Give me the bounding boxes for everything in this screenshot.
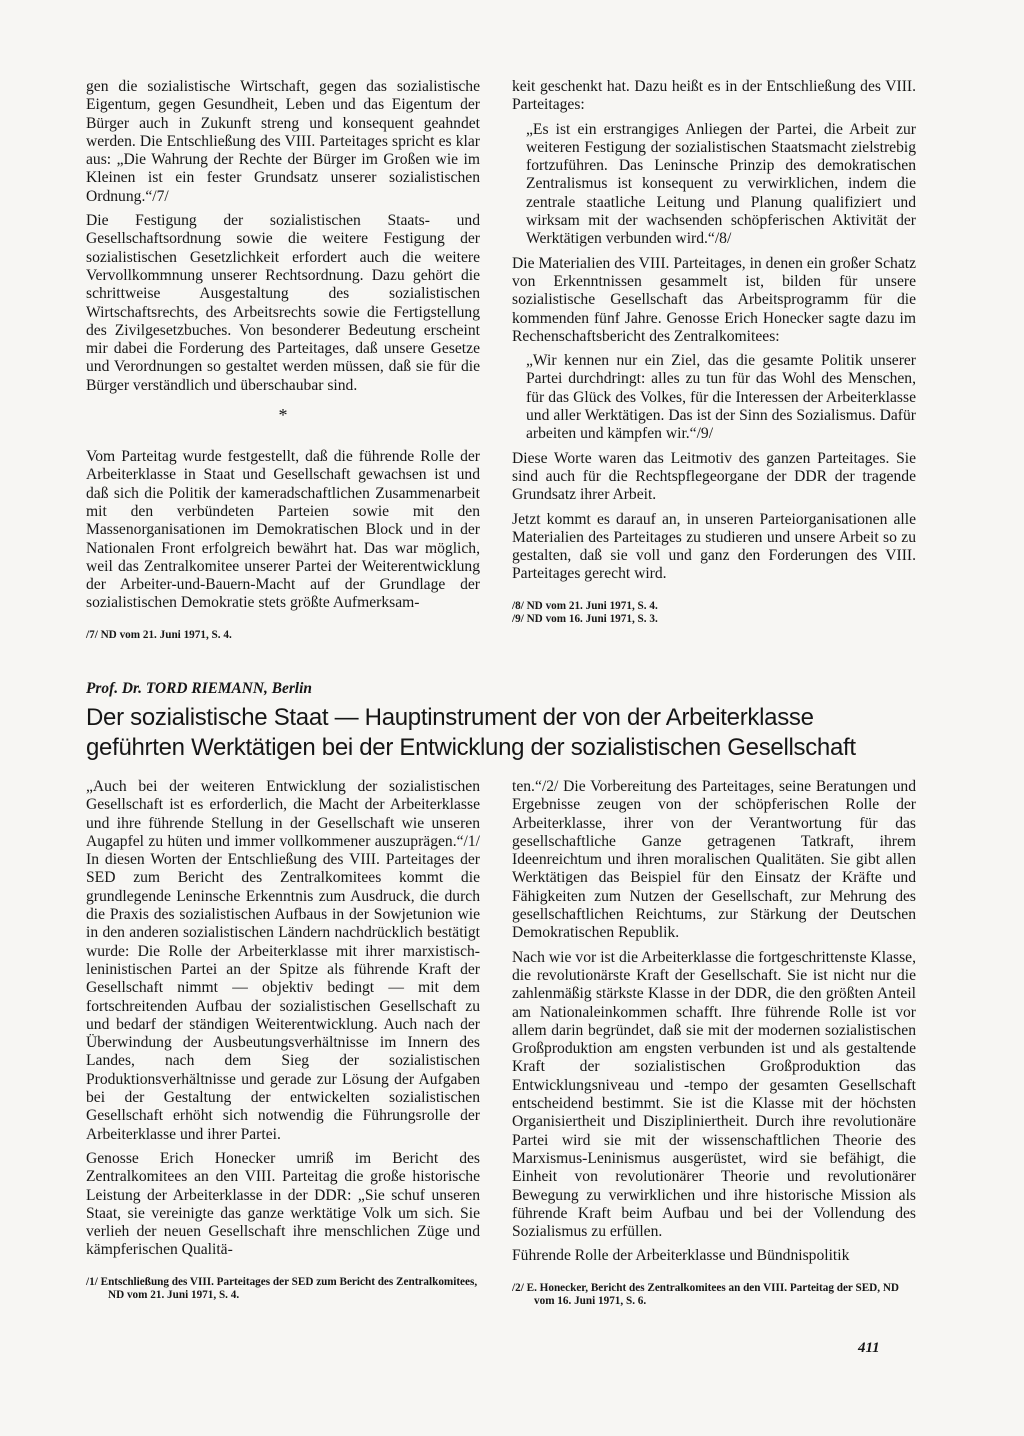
paragraph: gen die sozialistische Wirtschaft, gegen das sozialistische Eigentum, gegen Gesundheit, Leben und das Eigentum der Bürger auch in Zukunft streng und konsequent geahndet werden. Die Entschließung des VIII. Parteitages spricht es klar aus: „Die Wahrung der Rechte der Bürger im Großen wie im Kleinen ist ein fester Grundsatz unserer sozialistischen Ordnung.“/7/: [86, 78, 480, 205]
paragraph: Jetzt kommt es darauf an, in unseren Parteiorganisationen alle Materialien des Parteitages zu studieren und unsere Arbeit so zu gestalten, daß sie voll und ganz den Forderungen des VIII. Parteitages gerecht wird.: [512, 510, 916, 583]
section-heading: Führende Rolle der Arbeiterklasse und Bündnispolitik: [512, 1247, 850, 1265]
article-title: Der sozialistische Staat — Hauptinstrument der von der Arbeiterklasse geführten Werktätigen bei der Entwicklung der sozialistischen Gesellschaft: [86, 704, 856, 761]
footnote-9: /9/ ND vom 16. Juni 1971, S. 3.: [512, 613, 658, 626]
paragraph: Diese Worte waren das Leitmotiv des ganzen Parteitages. Sie sind auch für die Rechtspflegeorgane der DDR der tragende Grundsatz ihrer Arbeit.: [512, 449, 916, 504]
paragraph: ten.“/2/ Die Vorbereitung des Parteitages, seine Beratungen und Ergebnisse zeugen von der schöpferischen Rolle der Arbeiterklasse, ihrer von der Verantwortung für das gesellschaftliche Ganze getragenen Tatkraft, ihrem Ideenreichtum und ihren moralischen Qualitäten. Sie gibt allen Werktätigen das Beispiel für den Einsatz der Kräfte und Fähigkeiten zum Nutzen der Gesellschaft, zur Mehrung des gesellschaftlichen Reichtums, zur Stärkung der Deutschen Demokratischen Republik.: [512, 778, 916, 942]
footnotes: [86, 629, 480, 643]
article-left-column: [86, 778, 480, 1303]
footnotes: [512, 600, 916, 627]
footnotes: [512, 1282, 916, 1309]
footnote-2: /2/ E. Honecker, Bericht des Zentralkomitees an den VIII. Parteitag der SED, ND vom 16. Juni 1971, S. 6.: [512, 1281, 899, 1308]
paragraph: „Auch bei der weiteren Entwicklung der sozialistischen Gesellschaft ist es erforderlich, die Macht der Arbeiterklasse und ihre führende Stellung in der Gesellschaft wie unseren Augapfel zu hüten und immer vollkommener auszuprägen.“/1/ In diesen Worten der Entschließung des VIII. Parteitages der SED zum Bericht des Zentralkomitees kommt die grundlegende Leninsche Erkenntnis zum Ausdruck, die durch die Praxis des sozialistischen Aufbaus in der Sowjetunion wie in den anderen sozialistischen Ländern nachdrücklich bestätigt wurde: Die Rolle der Arbeiterklasse mit ihrer marxistisch-leninistischen Partei an der Spitze als führende Kraft der Gesellschaft nimmt — objektiv bedingt — mit dem fortschreitenden Aufbau der sozialistischen Gesellschaft zu und bedarf der ständigen Weiterentwicklung. Auch nach der Überwindung der Ausbeutungsverhältnisse im Innern des Landes, nach dem Sieg der sozialistischen Produktionsverhältnisse und gerade zur Lösung der Aufgaben bei der Gestaltung der entwickelten sozialistischen Gesellschaft erhöht sich notwendig die Führungsrolle der Arbeiterklasse und ihrer Partei.: [86, 778, 480, 1143]
block-quote: „Wir kennen nur ein Ziel, das die gesamte Politik unserer Partei durchdringt: alles zu tun für das Wohl des Menschen, für das Glück des Volkes, für die Interessen der Arbeiterklasse und aller Werktätigen. Das ist der Sinn des Sozialismus. Dafür arbeiten und kämpfen wir.“/9/: [526, 352, 916, 443]
upper-left-column: [86, 78, 480, 642]
paragraph: Genosse Erich Honecker umriß im Bericht des Zentralkomitees an den VIII. Parteitag die große historische Leistung der Arbeiterklasse in der DDR: „Sie schuf unseren Staat, sie vereinigte das ganze werktätige Volk um sich. Sie verlieh der neuen Gesellschaft ihre menschlichen Züge und kämpferischen Qualitä-: [86, 1149, 480, 1259]
upper-right-column: [512, 78, 916, 627]
article-right-column: [512, 778, 916, 1309]
paragraph: Nach wie vor ist die Arbeiterklasse die fortgeschrittenste Klasse, die revolutionärste Kraft der Gesellschaft. Sie ist nicht nur die zahlenmäßig stärkste Klasse in der DDR, die den größten Anteil am Nationaleinkommen schafft. Ihre führende Rolle ist vor allem darin begründet, daß sie mit der modernen sozialistischen Großproduktion am engsten verbunden ist und als gestaltende Kraft der sozialistischen Großproduktion das Entwicklungsniveau und -tempo der gesamten Gesellschaft entscheidend bestimmt. Sie ist die Klasse mit der höchsten Organisiertheit und Diszipliniertheit. Durch ihre revolutionäre Partei wird sie mit der wissenschaftlichen Theorie des Marxismus-Leninismus ausgerüstet, wird sie befähigt, die Einheit von revolutionärer Theorie und revolutionärer Bewegung zu verwirklichen und ihre historische Mission als führende Kraft beim Aufbau und bei der Vollendung des Sozialismus zu erfüllen.: [512, 948, 916, 1241]
footnote-1: /1/ Entschließung des VIII. Parteitages der SED zum Bericht des Zentralkomitees, ND vom 21. Juni 1971, S. 4.: [86, 1275, 478, 1302]
paragraph: keit geschenkt hat. Dazu heißt es in der Entschließung des VIII. Parteitages:: [512, 78, 916, 114]
author-byline: Prof. Dr. TORD RIEMANN, Berlin: [86, 680, 312, 697]
footnotes: [86, 1276, 480, 1303]
section-separator: *: [278, 405, 288, 426]
paragraph: Vom Parteitag wurde festgestellt, daß die führende Rolle der Arbeiterklasse in Staat und Gesellschaft gewachsen ist und daß sich die Politik der kameradschaftlichen Zusammenarbeit mit den verbündeten Parteien sowie mit den Massenorganisationen im Demokratischen Block und in der Nationalen Front erfolgreich bewährt hat. Das war möglich, weil das Zentralkomitee unserer Partei der Weiterentwicklung der Arbeiter-und-Bauern-Macht auf der Grundlage der sozialistischen Demokratie stets größte Aufmerksam-: [86, 448, 480, 612]
block-quote: „Es ist ein erstrangiges Anliegen der Partei, die Arbeit zur weiteren Festigung der sozialistischen Staatsmacht zielstrebig fortzuführen. Das Leninsche Prinzip des demokratischen Zentralismus ist konsequent zu verwirklichen, indem die zentrale staatliche Leitung und Planung qualifiziert und wirksam mit der wachsenden schöpferischen Aktivität der Werktätigen verbunden wird.“/8/: [526, 120, 916, 248]
paragraph: Die Festigung der sozialistischen Staats- und Gesellschaftsordnung sowie die weitere Festigung der sozialistischen Gesetzlichkeit erfordert auch die weitere Vervollkommnung unserer Rechtsordnung. Dazu gehört die schrittweise Ausgestaltung des sozialistischen Wirtschaftsrechts, des Arbeitsrechts sowie die Fertigstellung des Zivilgesetzbuches. Von besonderer Bedeutung erscheint mir dabei die Forderung des Parteitages, daß unsere Gesetze und Verordnungen so gestaltet werden müssen, daß sie für die Bürger verständlich und überschaubar sind.: [86, 212, 480, 394]
footnote-7: /7/ ND vom 21. Juni 1971, S. 4.: [86, 628, 232, 641]
paragraph: Die Materialien des VIII. Parteitages, in denen ein großer Schatz von Erkenntnissen gesammelt ist, bilden für unsere sozialistische Gesellschaft das Arbeitsprogramm für die kommenden fünf Jahre. Genosse Erich Honecker sagte dazu im Rechenschaftsbericht des Zentralkomitees:: [512, 254, 916, 345]
footnote-8: /8/ ND vom 21. Juni 1971, S. 4.: [512, 599, 658, 612]
page-number: 411: [858, 1340, 880, 1356]
